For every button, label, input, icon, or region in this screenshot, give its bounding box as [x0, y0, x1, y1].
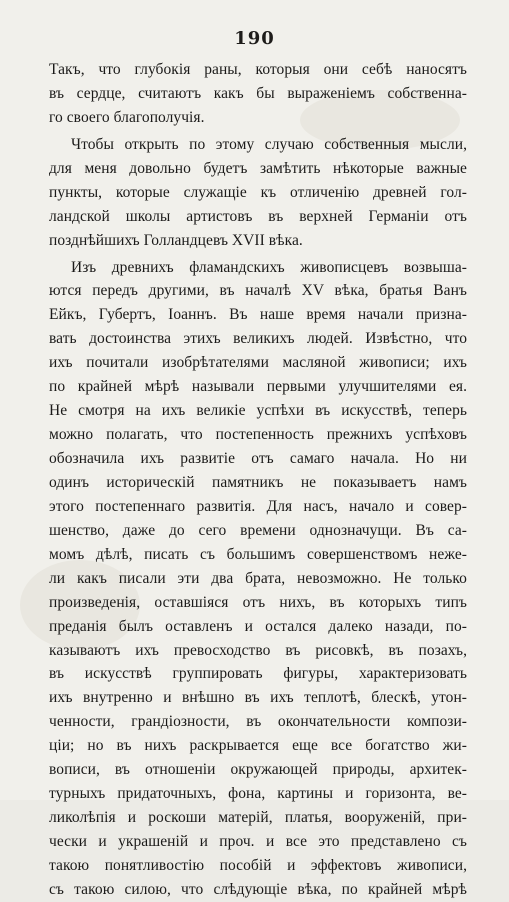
text-line: произведенія, оставшіяся отъ нихъ, въ которыхъ типъ [49, 593, 467, 611]
text-line: обозначила ихъ развитіе отъ самаго начала. Но ни [49, 450, 467, 467]
text-line: позднѣйшихъ Голландцевъ XVII вѣка. [49, 231, 303, 249]
text-line: ются передъ другими, въ началѣ XV вѣка, братья Ванъ [49, 282, 467, 300]
text-line: Такъ, что глубокія раны, которыя они себѣ наносятъ [49, 61, 467, 78]
text-line: Чтобы открыть по этому случаю собственныя мысли, [71, 135, 467, 153]
text-line: преданія былъ оставленъ и остался далеко назади, по- [49, 617, 467, 635]
text-line: пункты, которые служащіе къ отличенію древней гол- [49, 183, 467, 201]
page-number: 190 [234, 28, 275, 49]
text-line: для меня довольно будетъ замѣтить нѣкоторые важные [49, 159, 467, 177]
text-line: вописи, въ отношеніи окружающей природы, архитек- [49, 761, 467, 779]
text-line: момъ дѣлѣ, писать съ большимъ совершенствомъ неже- [49, 545, 467, 563]
text-line: турныхъ придаточныхъ, фона, картины и горизонта, ве- [49, 785, 467, 803]
text-line: одинъ историческій памятникъ не показываетъ намъ [49, 473, 467, 491]
text-line: вать достоинства этихъ великихъ людей. Извѣстно, что [49, 330, 467, 348]
text-line: можно полагать, что постепенность прежнихъ успѣховъ [49, 426, 467, 444]
text-line: ли какъ писали эти два брата, невозможно. Не только [49, 569, 467, 587]
text-line: ландской школы артистовъ въ верхней Германіи отъ [49, 207, 467, 225]
text-line: въ сердце, считаютъ какъ бы выраженіемъ собственна- [49, 84, 467, 102]
text-line: ціи; но въ нихъ раскрывается еще все богатство жи- [49, 737, 467, 755]
text-line: въ искусствѣ группировать фигуры, характеризовать [49, 665, 467, 683]
text-line: шенство, даже до сего времени однозначущи. Въ са- [49, 521, 467, 539]
text-line: такою понятливостію пособій и эффектовъ живописи, [49, 856, 467, 874]
text-line: по крайней мѣрѣ называли первыми улучшителями ея. [49, 378, 467, 396]
text-line: казываютъ ихъ превосходство въ рисовкѣ, въ позахъ, [49, 641, 467, 659]
text-line: ихъ почитали изобрѣтателями масляной живописи; ихъ [49, 354, 467, 372]
text-line: ихъ внутренно и внѣшно въ ихъ теплотѣ, блескѣ, утон- [49, 689, 467, 707]
text-line: чески и украшеній и проч. и все это представлено съ [49, 833, 467, 850]
text-line: Не смотря на ихъ великіе успѣхи въ искусствѣ, теперь [49, 402, 467, 420]
body-text [49, 58, 467, 902]
text-line: Изъ древнихъ фламандскихъ живописцевъ возвыша- [71, 258, 467, 276]
text-line: съ такою силою, что слѣдующіе вѣка, по крайней мѣрѣ [49, 880, 467, 898]
text-line: этого постепеннаго развитія. Для насъ, начало и совер- [49, 497, 467, 515]
text-line: ченности, грандіозности, въ окончательности компози- [49, 713, 467, 731]
text-line: Ейкъ, Губертъ, Іоаннъ. Въ наше время начали призна- [49, 306, 467, 324]
text-line: ликолѣпія и роскоши матерій, платья, вооруженій, при- [49, 809, 467, 827]
text-line: го своего благополучія. [49, 108, 205, 126]
